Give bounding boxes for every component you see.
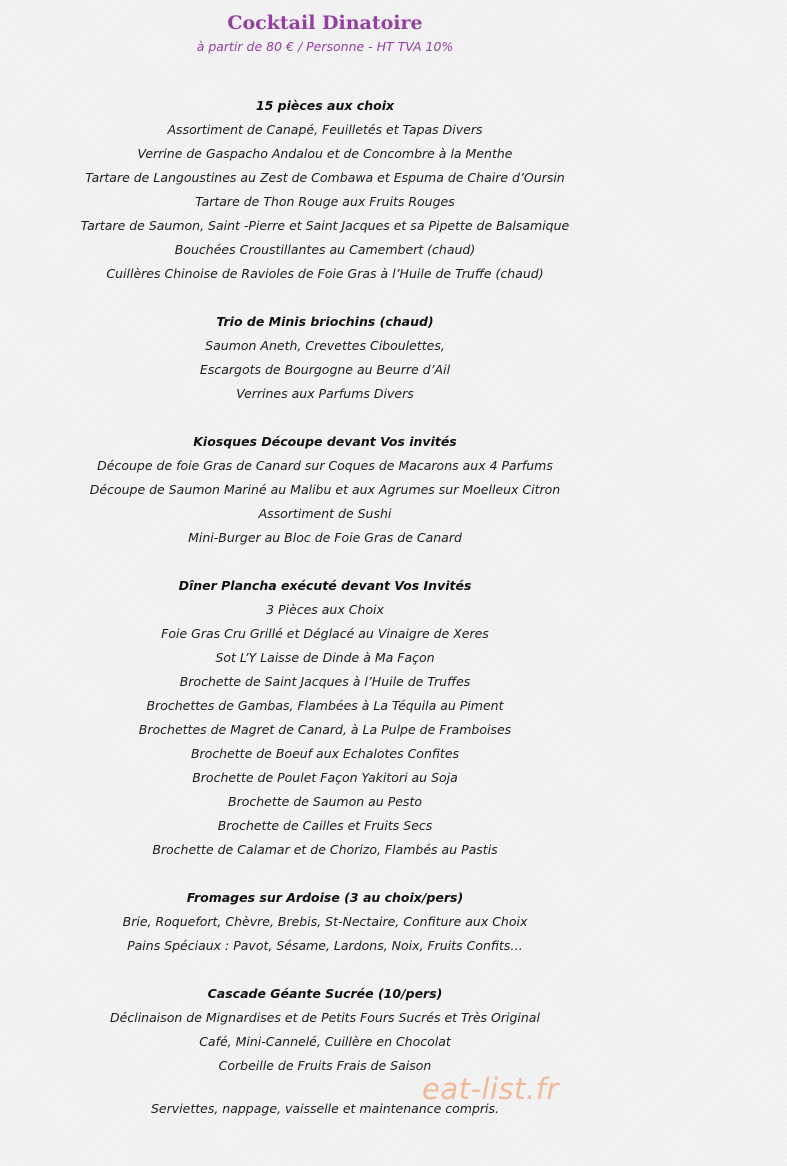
menu-section — [0, 310, 650, 406]
menu-item: Cuillères Chinoise de Ravioles de Foie Gras à l’Huile de Truffe (chaud) — [106, 266, 544, 281]
menu-item: Foie Gras Cru Grillé et Déglacé au Vinaigre de Xeres — [161, 626, 489, 641]
menu-section — [0, 94, 650, 286]
menu-item: Tartare de Saumon, Saint -Pierre et Saint Jacques et sa Pipette de Balsamique — [80, 218, 570, 233]
menu-item: Tartare de Thon Rouge aux Fruits Rouges — [195, 194, 455, 209]
menu-section — [0, 982, 650, 1078]
section-heading: Dîner Plancha exécuté devant Vos Invités — [178, 578, 472, 593]
menu-item: Café, Mini-Cannelé, Cuillère en Chocolat — [199, 1034, 451, 1049]
menu-item: Assortiment de Sushi — [258, 506, 392, 521]
menu-sections — [0, 58, 650, 1078]
menu-item: Verrines aux Parfums Divers — [236, 386, 414, 401]
menu-item: Déclinaison de Mignardises et de Petits Fours Sucrés et Très Original — [110, 1010, 540, 1025]
menu-item: Tartare de Langoustines au Zest de Combawa et Espuma de Chaire d’Oursin — [85, 170, 565, 185]
menu-item: Corbeille de Fruits Frais de Saison — [218, 1058, 432, 1073]
menu-item: Saumon Aneth, Crevettes Ciboulettes, — [205, 338, 445, 353]
menu-item: 3 Pièces aux Choix — [266, 602, 384, 617]
page-title: Cocktail Dinatoire — [227, 12, 423, 34]
menu-item: Pains Spéciaux : Pavot, Sésame, Lardons, Noix, Fruits Confits… — [127, 938, 523, 953]
menu-item: Brie, Roquefort, Chèvre, Brebis, St-Nectaire, Confiture aux Choix — [122, 914, 528, 929]
section-heading: Trio de Minis briochins (chaud) — [216, 314, 434, 329]
menu-item: Assortiment de Canapé, Feuilletés et Tapas Divers — [167, 122, 483, 137]
watermark-logo: eat-list.fr — [422, 1072, 559, 1106]
menu-item: Brochette de Calamar et de Chorizo, Flambés au Pastis — [152, 842, 498, 857]
menu-item: Brochette de Cailles et Fruits Secs — [217, 818, 433, 833]
menu-section — [0, 886, 650, 958]
menu-item: Bouchées Croustillantes au Camembert (chaud) — [174, 242, 476, 257]
section-heading: Fromages sur Ardoise (3 au choix/pers) — [186, 890, 464, 905]
menu-section — [0, 574, 650, 862]
service-note: Serviettes, nappage, vaisselle et maintenance compris. — [151, 1101, 499, 1116]
menu-item: Brochettes de Magret de Canard, à La Pulpe de Framboises — [138, 722, 512, 737]
menu-item: Brochettes de Gambas, Flambées à La Téquila au Piment — [146, 698, 504, 713]
menu-section — [0, 430, 650, 550]
menu-item: Sot L’Y Laisse de Dinde à Ma Façon — [215, 650, 435, 665]
menu-item: Découpe de Saumon Mariné au Malibu et aux Agrumes sur Moelleux Citron — [89, 482, 561, 497]
price-subtitle: à partir de 80 € / Personne - HT TVA 10% — [196, 39, 454, 54]
menu-item: Brochette de Poulet Façon Yakitori au Soja — [192, 770, 458, 785]
menu-item: Brochette de Saumon au Pesto — [228, 794, 422, 809]
section-heading: Cascade Géante Sucrée (10/pers) — [207, 986, 443, 1001]
menu-item: Brochette de Saint Jacques à l’Huile de Truffes — [179, 674, 471, 689]
menu-item: Découpe de foie Gras de Canard sur Coques de Macarons aux 4 Parfums — [97, 458, 553, 473]
menu-item: Verrine de Gaspacho Andalou et de Concombre à la Menthe — [137, 146, 513, 161]
section-heading: Kiosques Découpe devant Vos invités — [193, 434, 457, 449]
menu-item: Brochette de Boeuf aux Echalotes Confites — [190, 746, 460, 761]
menu-item: Escargots de Bourgogne au Beurre d’Ail — [199, 362, 451, 377]
menu-item: Mini-Burger au Bloc de Foie Gras de Canard — [188, 530, 462, 545]
section-heading: 15 pièces aux choix — [255, 98, 395, 113]
